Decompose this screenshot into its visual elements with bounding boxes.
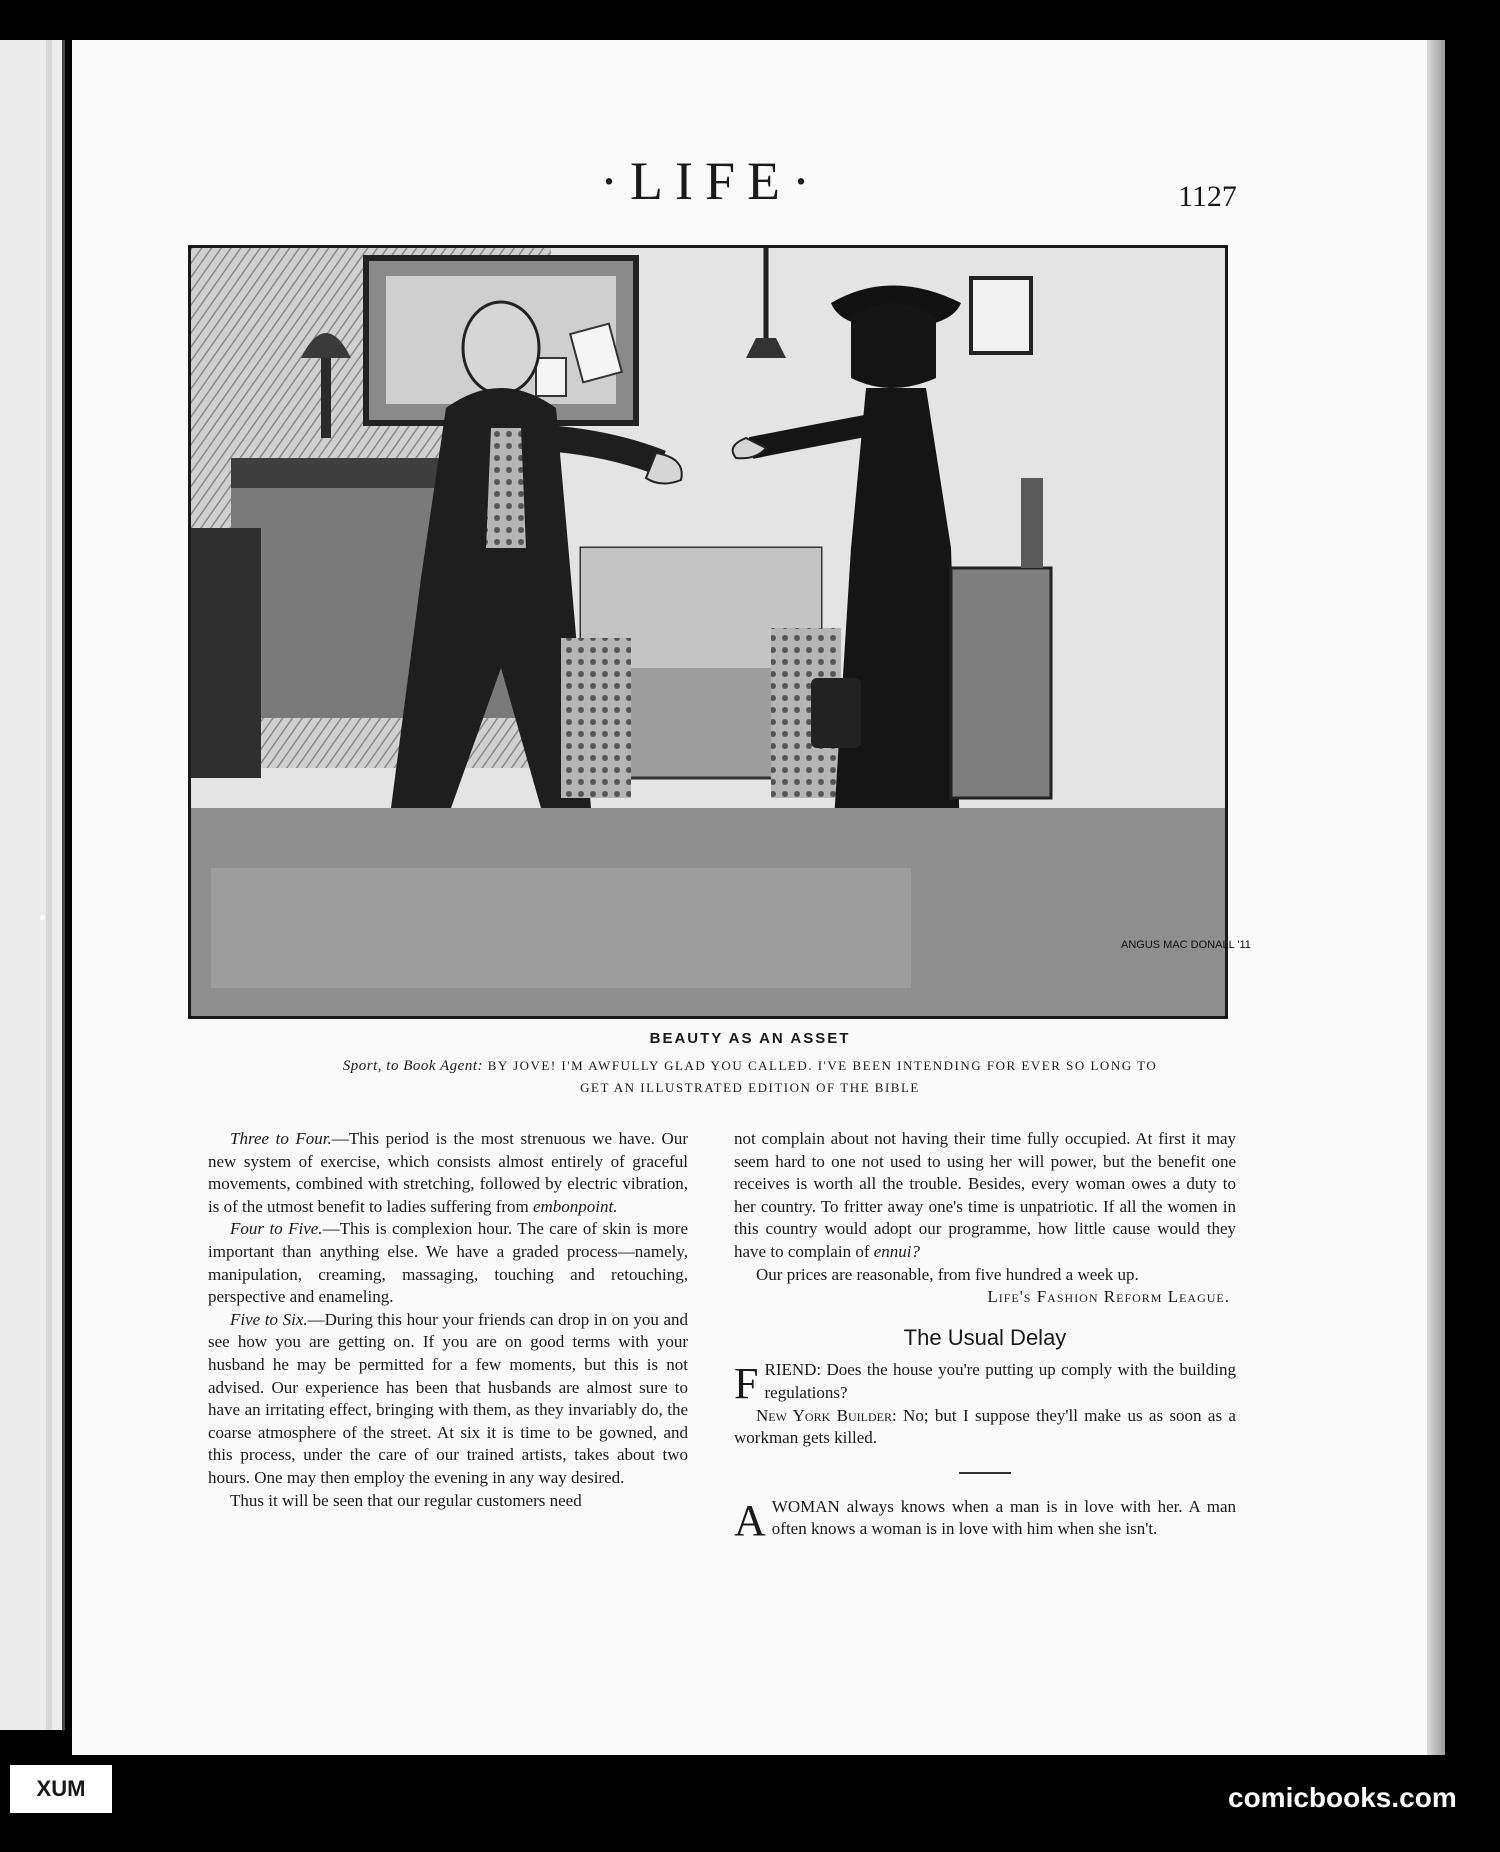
paragraph-lead: Four to Five. (230, 1219, 323, 1239)
divider-rule (959, 1472, 1011, 1474)
paragraph-text: —During this hour your friends can drop in on you and see how you are getting on. If you are on good terms with your husband he may be permitted for a few moments, but this is not advised. Our experience has been that husbands are almost sure to have an irritating effect, bringing with them, as they invariably do, the coarse atmosphere of the street. At six it is time to be gowned, and this process, under the care of our trained artists, takes about two hours. One may then employ the evening in any way desired. (208, 1309, 688, 1487)
article-right-column (734, 1128, 1236, 1545)
caption-line-2: GET AN ILLUSTRATED EDITION OF THE BIBLE (580, 1080, 920, 1095)
cartoon-illustration (188, 245, 1251, 1019)
paragraph-lead: Five to Six. (230, 1309, 308, 1329)
drop-cap: F (734, 1359, 759, 1409)
article-paragraph (208, 1218, 688, 1308)
cartoon-illustration-icon (191, 248, 1251, 1016)
caption-line-1 (0, 1058, 1500, 1075)
paragraph-lead: Three to Four. (230, 1129, 332, 1148)
paragraph-text: —This is complexion hour. The care of skin is more important than anything else. We have a graded process—namely, manipulation, creaming, massaging, touching and retouching, perspective and enameling. (208, 1219, 689, 1307)
paragraph-text: —This period is the most strenuous we have. Our new system of exercise, which consists almost entirely of graceful movements, combined with stretching, followed by electric vibration, is of the utmost benefit to ladies suffering from (208, 1129, 688, 1216)
epigram-paragraph (734, 1495, 1236, 1545)
article-paragraph: Our prices are reasonable, from five hundred a week up. (756, 1264, 1139, 1284)
article-paragraph: Thus it will be seen that our regular customers need (230, 1490, 582, 1510)
cartoon-caption-title: BEAUTY AS AN ASSET (649, 1030, 851, 1047)
dialogue-paragraph (734, 1405, 1236, 1450)
artist-signature: ANGUS MAC DONALL '11 (1121, 939, 1251, 951)
section-title: The Usual Delay (903, 1324, 1067, 1350)
magazine-title: ·LIFE· (600, 151, 822, 211)
dialogue-question: RIEND: Does the house you're putting up comply with the building regulations? (764, 1360, 1236, 1402)
epigram-text: WOMAN always knows when a man is in love with her. A man often knows a woman is in love with him when she isn't. (771, 1496, 1236, 1539)
left-page-edge (0, 40, 65, 1730)
drop-cap: A (734, 1495, 766, 1545)
article-left-column (208, 1128, 688, 1512)
article-paragraph (208, 1128, 688, 1218)
dialogue-paragraph (734, 1359, 1236, 1409)
book-spine-edge (1427, 40, 1445, 1755)
article-paragraph (208, 1309, 688, 1490)
caption-speaker: Sport, to Book Agent: (342, 1058, 483, 1074)
italic-word: embonpoint. (532, 1196, 618, 1216)
article-paragraph (734, 1128, 1236, 1264)
caption-text-1: BY JOVE! I'M AWFULLY GLAD YOU CALLED. I'VE BEEN INTENDING FOR EVER SO LONG TO (487, 1058, 1158, 1073)
dialogue-answer: No; but I suppose they'll make us as soon as a workman gets killed. (734, 1405, 1236, 1448)
italic-word: ennui? (873, 1241, 921, 1261)
dialogue-speaker: New York Builder: (756, 1405, 897, 1425)
speck (40, 915, 45, 920)
site-watermark: comicbooks.com (1228, 1782, 1457, 1813)
paragraph-text: not complain about not having their time fully occupied. At first it may seem hard to one not used to using her will power, but the benefit one receives is worth all the trouble. Besides, every woman owes a duty to her country. To fritter away one's time is unpatriotic. If all the women in this country would adopt our programme, how little cause would they have to complain of (734, 1129, 1236, 1261)
article-signature: Life's Fashion Reform League. (987, 1287, 1230, 1307)
page-number: 1127 (1178, 180, 1237, 213)
archive-stamp: XUM (10, 1765, 112, 1813)
